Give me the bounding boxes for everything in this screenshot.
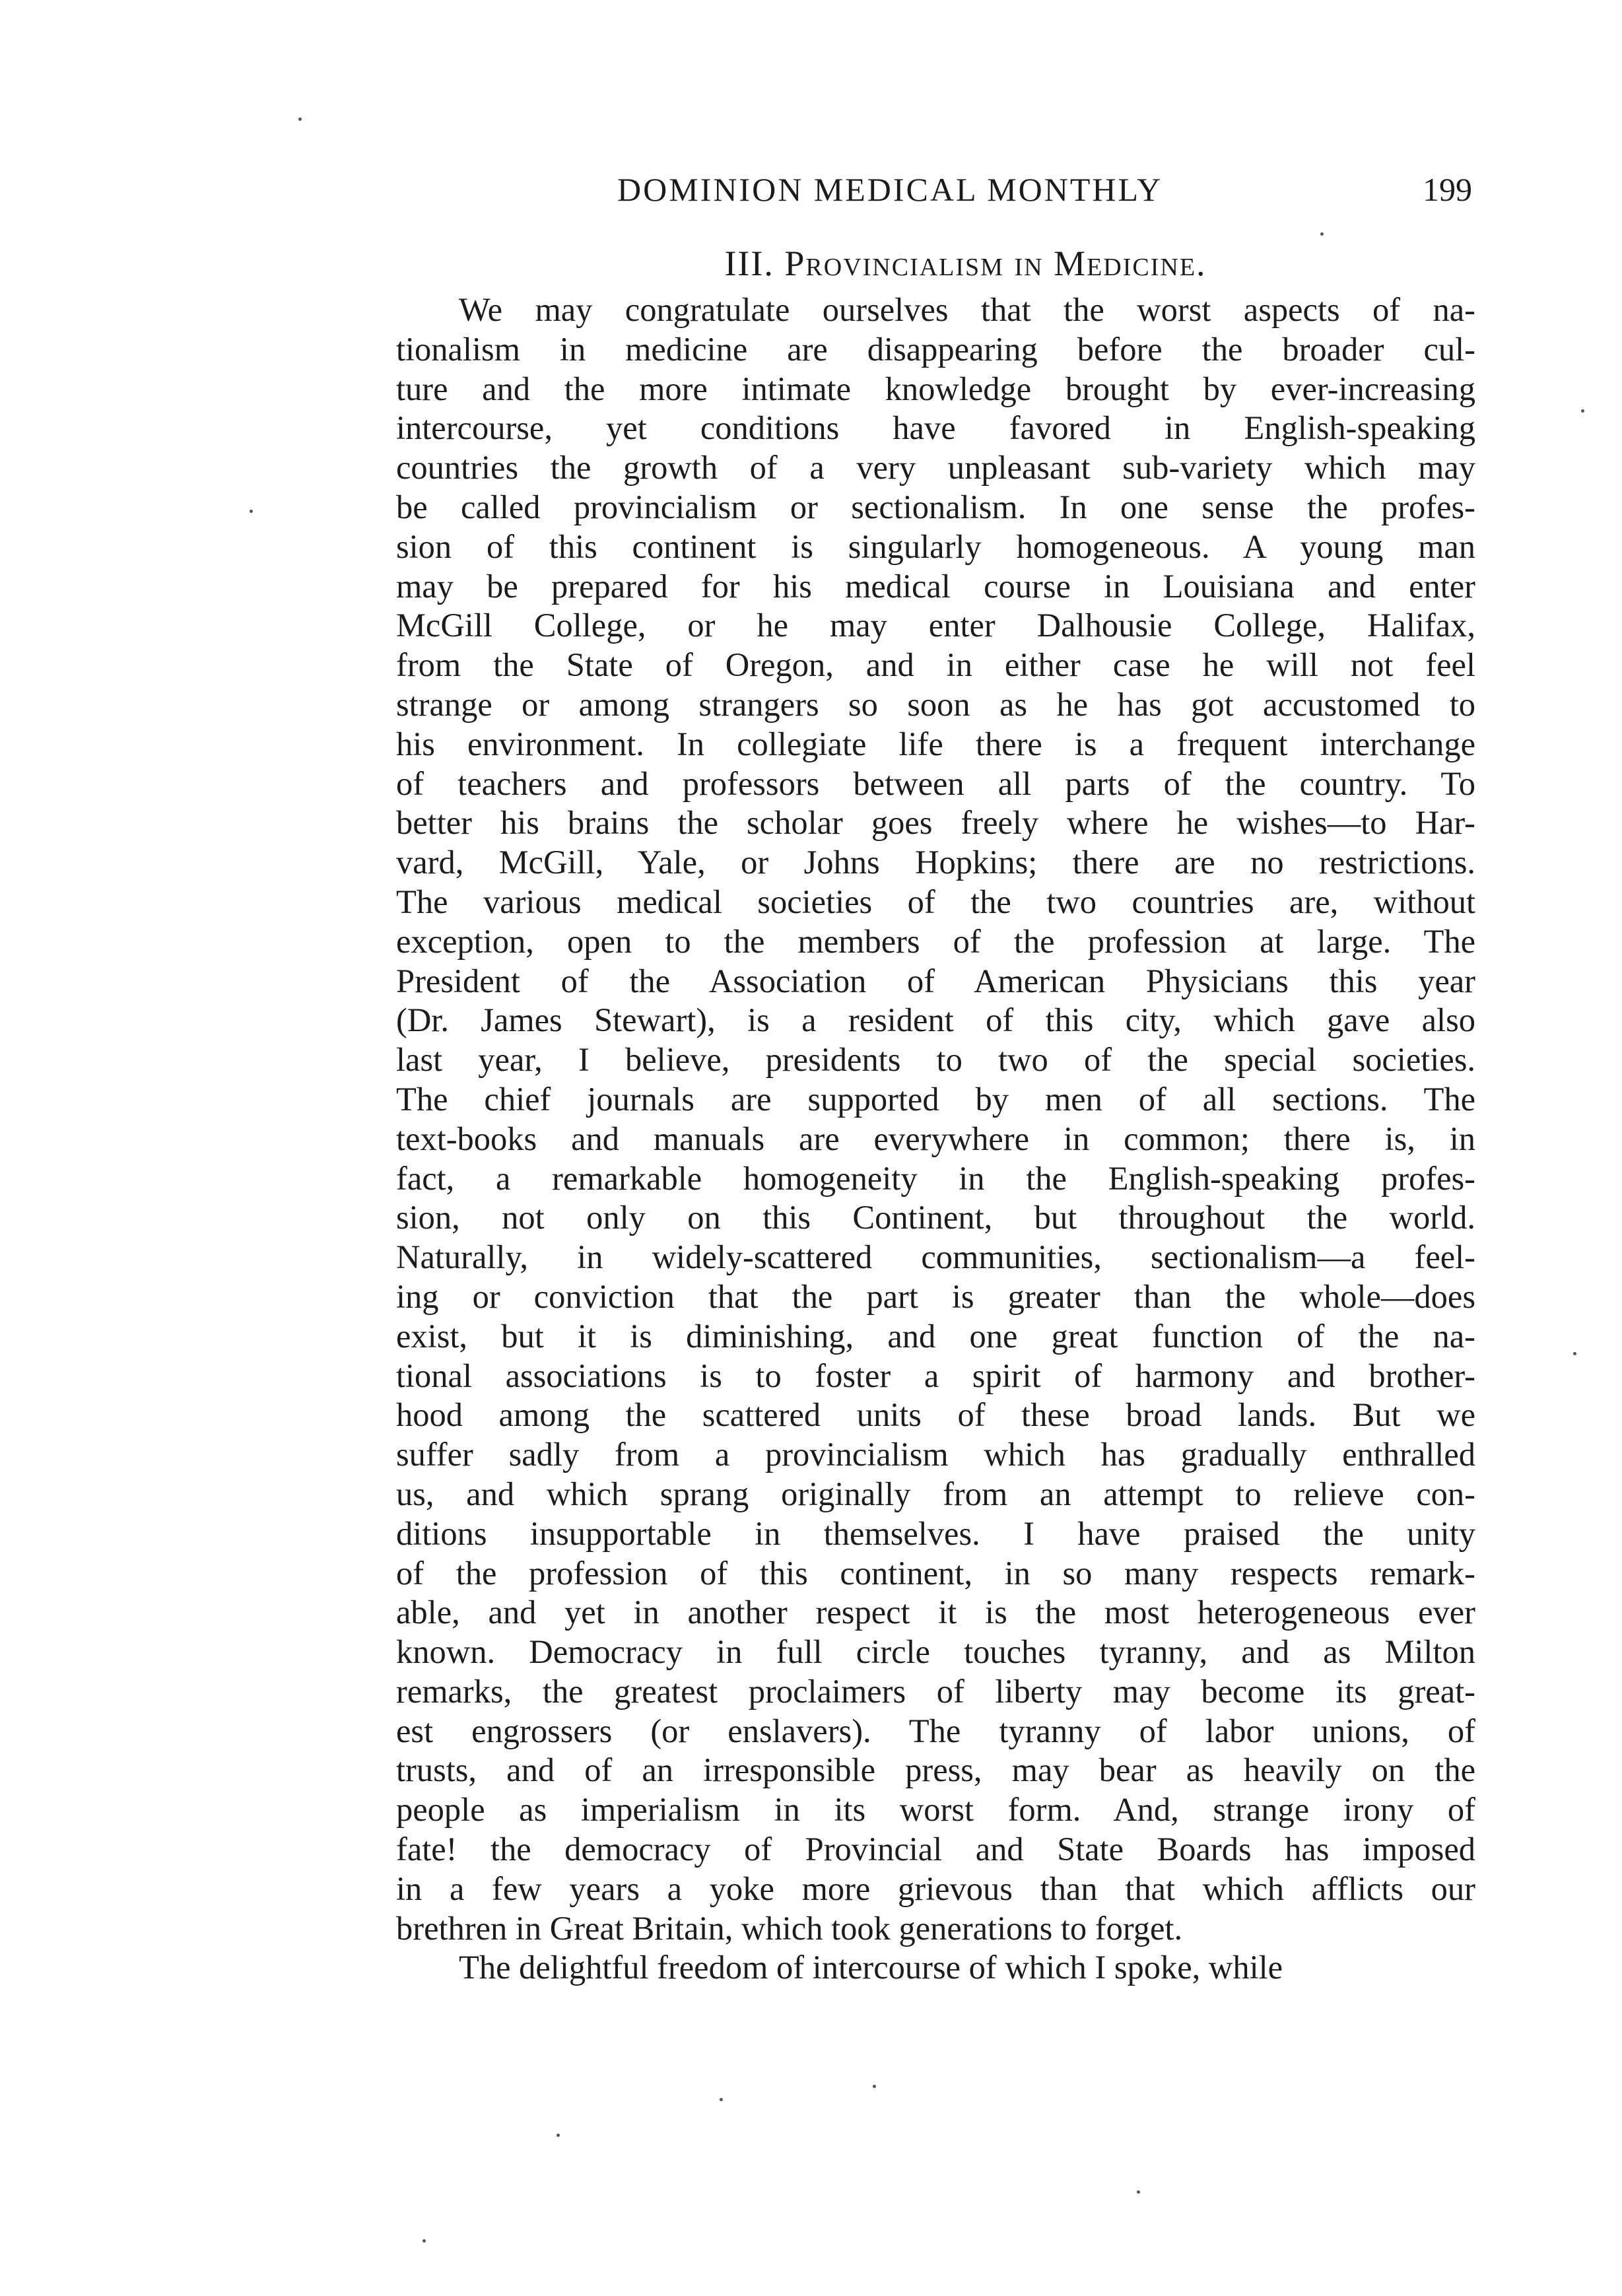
text-line: President of the Association of American Physicians this year xyxy=(396,962,1475,999)
text-line: McGill College, or he may enter Dalhousie College, Halifax, xyxy=(396,607,1475,644)
text-line: us, and which sprang originally from an attempt to relieve con- xyxy=(396,1475,1475,1512)
text-line: (Dr. James Stewart), is a resident of this city, which gave also xyxy=(396,1001,1475,1039)
text-line: from the State of Oregon, and in either case he will not feel xyxy=(396,646,1475,684)
scan-speck xyxy=(250,510,253,513)
scan-speck xyxy=(1137,2190,1140,2194)
text-line: ture and the more intimate knowledge brought by ever-increasing xyxy=(396,370,1475,407)
text-line: text-books and manuals are everywhere in common; there is, in xyxy=(396,1120,1475,1157)
text-line: may be prepared for his medical course in Louisiana and enter xyxy=(396,567,1475,605)
text-line: people as imperialism in its worst form. And, strange irony of xyxy=(396,1791,1475,1829)
text-line: of the profession of this continent, in so many respects remark- xyxy=(396,1554,1475,1592)
body-text xyxy=(396,290,1475,1988)
text-line: est engrossers (or enslavers). The tyranny of labor unions, of xyxy=(396,1712,1475,1749)
text-line: in a few years a yoke more grievous than that which afflicts our xyxy=(396,1870,1475,1907)
text-line: The delightful freedom of intercourse of which I spoke, while xyxy=(459,1949,1283,1986)
scan-speck xyxy=(557,2134,560,2137)
text-line: able, and yet in another respect it is the most heterogeneous ever xyxy=(396,1594,1475,1631)
text-line: remarks, the greatest proclaimers of liberty may become its great- xyxy=(396,1672,1475,1710)
text-line: better his brains the scholar goes freely where he wishes—to Har- xyxy=(396,804,1475,842)
running-head xyxy=(459,170,1472,223)
text-line: fact, a remarkable homogeneity in the English-speaking profes- xyxy=(396,1159,1475,1197)
page-number: 199 xyxy=(1423,171,1472,208)
scan-speck xyxy=(298,118,302,121)
text-line: sion of this continent is singularly homogeneous. A young man xyxy=(396,527,1475,565)
scan-speck xyxy=(1573,1352,1576,1355)
text-line: sion, not only on this Continent, but throughout the world. xyxy=(396,1199,1475,1236)
text-line: exception, open to the members of the profession at large. The xyxy=(396,922,1475,960)
running-title: DOMINION MEDICAL MONTHLY xyxy=(617,171,1163,208)
text-line: intercourse, yet conditions have favored in English-speaking xyxy=(396,409,1475,447)
text-line: The chief journals are supported by men of all sections. The xyxy=(396,1080,1475,1118)
text-line: We may congratulate ourselves that the worst aspects of na- xyxy=(459,291,1475,328)
text-line: of teachers and professors between all parts of the country. To xyxy=(396,764,1475,802)
text-line: tional associations is to foster a spirit of harmony and brother- xyxy=(396,1357,1475,1394)
text-line: Naturally, in widely-scattered communities, sectionalism—a feel- xyxy=(396,1238,1475,1276)
text-line: last year, I believe, presidents to two of the special societies. xyxy=(396,1041,1475,1079)
text-line: vard, McGill, Yale, or Johns Hopkins; there are no restrictions. xyxy=(396,844,1475,881)
text-line: tionalism in medicine are disappearing before the broader cul- xyxy=(396,330,1475,368)
text-line: brethren in Great Britain, which took generations to forget. xyxy=(396,1909,1183,1947)
text-line: ditions insupportable in themselves. I have praised the unity xyxy=(396,1514,1475,1552)
text-line: known. Democracy in full circle touches tyranny, and as Milton xyxy=(396,1633,1475,1671)
section-heading: III. Provincialism in Medicine. xyxy=(724,244,1207,283)
text-line: trusts, and of an irresponsible press, may bear as heavily on the xyxy=(396,1751,1475,1789)
text-line: The various medical societies of the two countries are, without xyxy=(396,883,1475,920)
scan-speck xyxy=(1320,232,1324,236)
text-line: fate! the democracy of Provincial and State Boards has imposed xyxy=(396,1831,1475,1868)
text-line: exist, but it is diminishing, and one great function of the na- xyxy=(396,1317,1475,1355)
text-line: his environment. In collegiate life there is a frequent interchange xyxy=(396,725,1475,762)
text-line: hood among the scattered units of these broad lands. But we xyxy=(396,1396,1475,1434)
text-line: suffer sadly from a provincialism which has gradually enthralled xyxy=(396,1436,1475,1473)
text-line: ing or conviction that the part is greater than the whole—does xyxy=(396,1277,1475,1315)
scan-speck xyxy=(873,2085,876,2088)
scan-speck xyxy=(720,2098,723,2101)
text-line: countries the growth of a very unpleasant sub-variety which may xyxy=(396,449,1475,487)
text-line: strange or among strangers so soon as he has got accustomed to xyxy=(396,685,1475,723)
text-line: be called provincialism or sectionalism. In one sense the profes- xyxy=(396,488,1475,525)
scan-speck xyxy=(422,2239,426,2243)
scan-speck xyxy=(1581,409,1584,413)
